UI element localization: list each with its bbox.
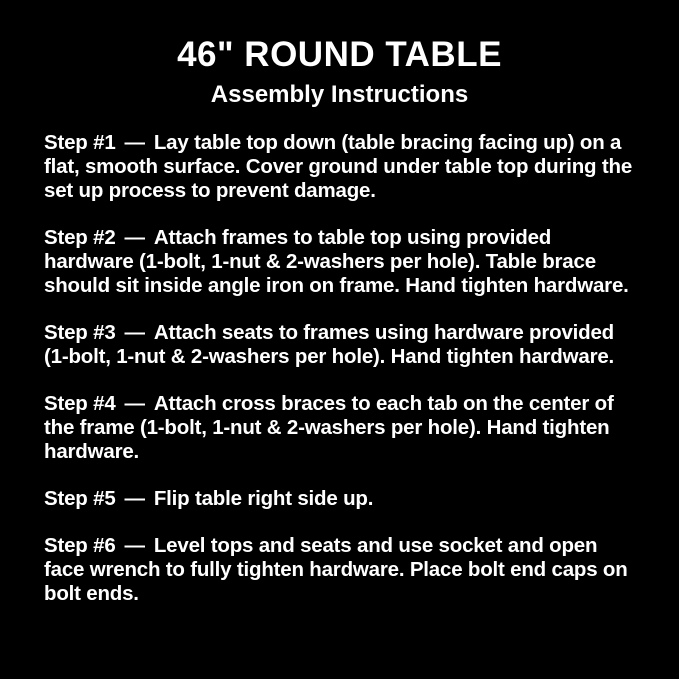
step-4-label: Step #4 <box>44 392 116 416</box>
step-4-text: Attach cross braces to each tab on the center of the frame (1-bolt, 1-nut & 2-washers per hole). Hand tighten hardware. <box>44 392 614 464</box>
step-6-label: Step #6 <box>44 534 116 558</box>
step-6-text: Level tops and seats and use socket and open face wrench to fully tighten hardware. Place bolt end caps on bolt ends. <box>44 534 628 606</box>
steps-list <box>0 131 679 606</box>
em-dash: — <box>124 321 145 345</box>
step-2-paragraph <box>44 226 643 298</box>
card-header <box>0 0 679 109</box>
em-dash: — <box>124 487 145 511</box>
step-5-label: Step #5 <box>44 487 116 511</box>
step-1-paragraph <box>44 131 643 203</box>
page-title: 46" ROUND TABLE <box>177 35 502 74</box>
step-3-text: Attach seats to frames using hardware provided (1-bolt, 1-nut & 2-washers per hole). Hand tighten hardware. <box>44 321 615 369</box>
em-dash: — <box>124 131 145 155</box>
step-6-paragraph <box>44 534 643 606</box>
page-subtitle: Assembly Instructions <box>210 80 469 108</box>
step-3-paragraph <box>44 321 643 369</box>
step-1-label: Step #1 <box>44 131 116 155</box>
step-4-paragraph <box>44 392 643 464</box>
step-2-label: Step #2 <box>44 226 116 250</box>
em-dash: — <box>124 392 145 416</box>
em-dash: — <box>124 226 145 250</box>
step-5-paragraph <box>44 487 643 511</box>
em-dash: — <box>124 534 145 558</box>
step-1-text: Lay table top down (table bracing facing up) on a flat, smooth surface. Cover ground under table top during the set up process to prevent damage. <box>44 131 633 203</box>
step-3-label: Step #3 <box>44 321 116 345</box>
step-5-text: Flip table right side up. <box>153 487 374 511</box>
step-2-text: Attach frames to table top using provided hardware (1-bolt, 1-nut & 2-washers per hole). Table brace should sit inside angle iron on frame. Hand tighten hardware. <box>44 226 629 298</box>
